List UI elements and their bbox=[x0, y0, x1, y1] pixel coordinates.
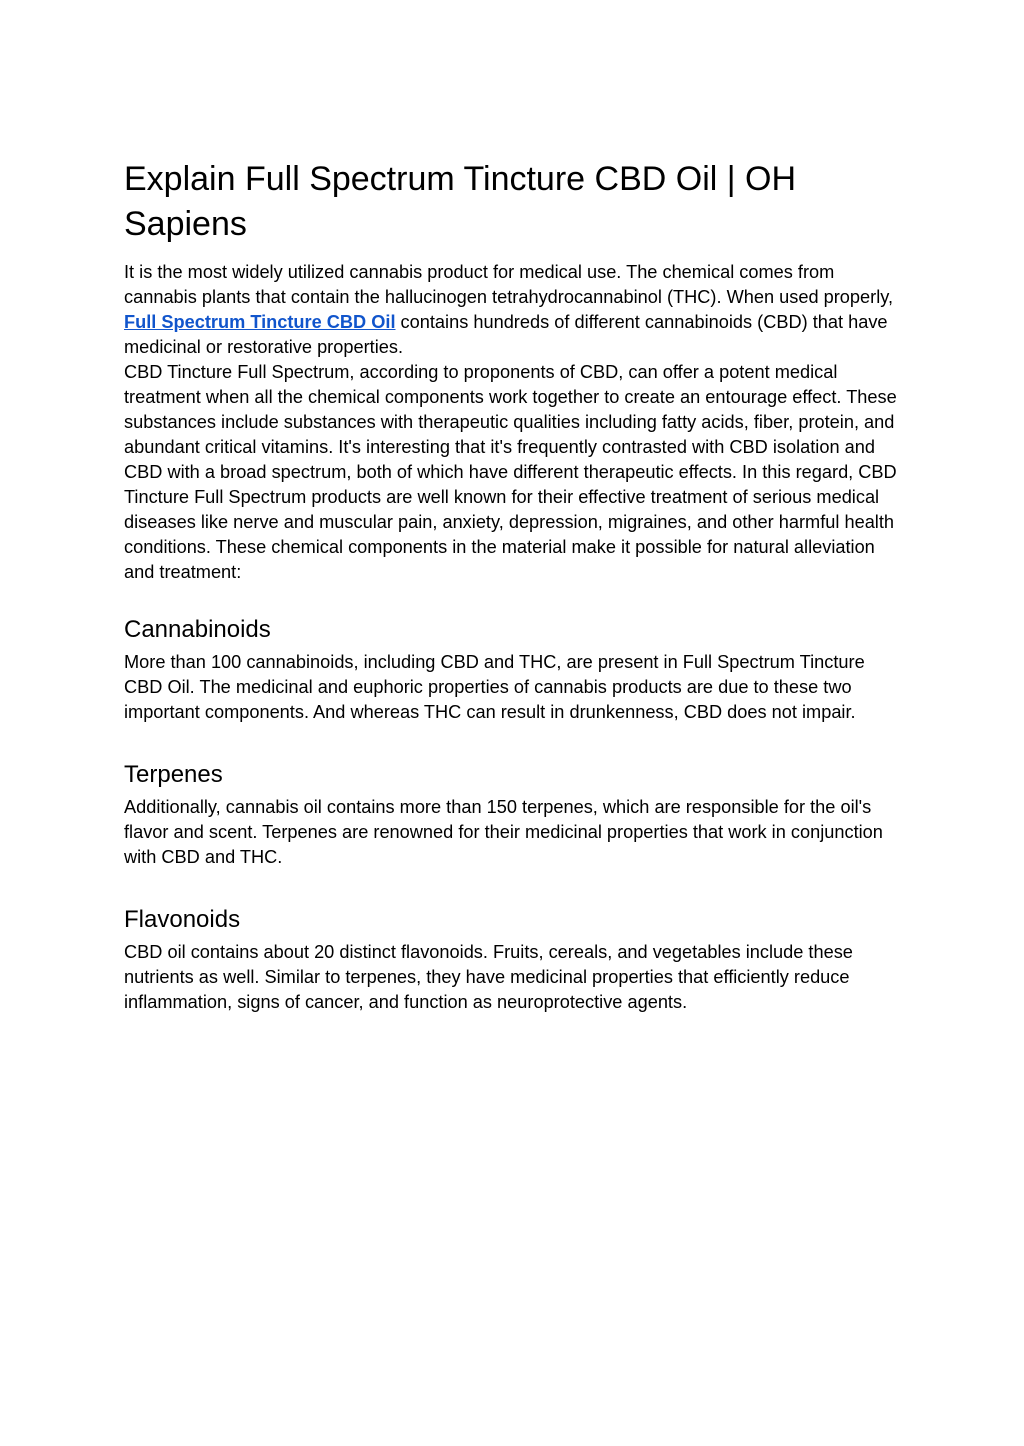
intro-paragraph bbox=[124, 260, 906, 360]
section-terpenes bbox=[124, 760, 906, 870]
section-flavonoids bbox=[124, 905, 906, 1015]
section-body-cannabinoids: More than 100 cannabinoids, including CBD and THC, are present in Full Spectrum Tincture CBD Oil. The medicinal and euphoric properties of cannabis products are due to these two important components. And whereas THC can result in drunkenness, CBD does not impair. bbox=[124, 652, 865, 722]
section-heading-flavonoids: Flavonoids bbox=[124, 906, 241, 933]
document-title: Explain Full Spectrum Tincture CBD Oil | OH Sapiens bbox=[124, 160, 797, 243]
document-page bbox=[124, 157, 906, 1015]
section-body-flavonoids: CBD oil contains about 20 distinct flavonoids. Fruits, cereals, and vegetables include these nutrients as well. Similar to terpenes, they have medicinal properties that efficiently reduce inflammation, signs of cancer, and function as neuroprotective agents. bbox=[124, 942, 853, 1012]
section-heading-cannabinoids: Cannabinoids bbox=[124, 616, 271, 643]
full-spectrum-tincture-link[interactable]: Full Spectrum Tincture CBD Oil bbox=[124, 312, 396, 332]
section-body-terpenes: Additionally, cannabis oil contains more than 150 terpenes, which are responsible for the oil's flavor and scent. Terpenes are renowned for their medicinal properties that work in conjunction with CBD and THC. bbox=[124, 797, 883, 867]
body-paragraph: CBD Tincture Full Spectrum, according to proponents of CBD, can offer a potent medical treatment when all the chemical components work together to create an entourage effect. These substances include substances with therapeutic qualities including fatty acids, fiber, protein, and abundant critical vitamins. It's interesting that it's frequently contrasted with CBD isolation and CBD with a broad spectrum, both of which have different therapeutic effects. In this regard, CBD Tincture Full Spectrum products are well known for their effective treatment of serious medical diseases like nerve and muscular pain, anxiety, depression, migraines, and other harmful health conditions. These chemical components in the material make it possible for natural alleviation and treatment: bbox=[124, 362, 897, 582]
intro-text-after-link: contains hundreds of different cannabinoids (CBD) that have medicinal or restorative properties. bbox=[124, 312, 888, 357]
section-cannabinoids bbox=[124, 615, 906, 725]
intro-text-before-link: It is the most widely utilized cannabis product for medical use. The chemical comes from cannabis plants that contain the hallucinogen tetrahydrocannabinol (THC). When used properly, bbox=[124, 262, 894, 307]
section-heading-terpenes: Terpenes bbox=[124, 761, 223, 788]
